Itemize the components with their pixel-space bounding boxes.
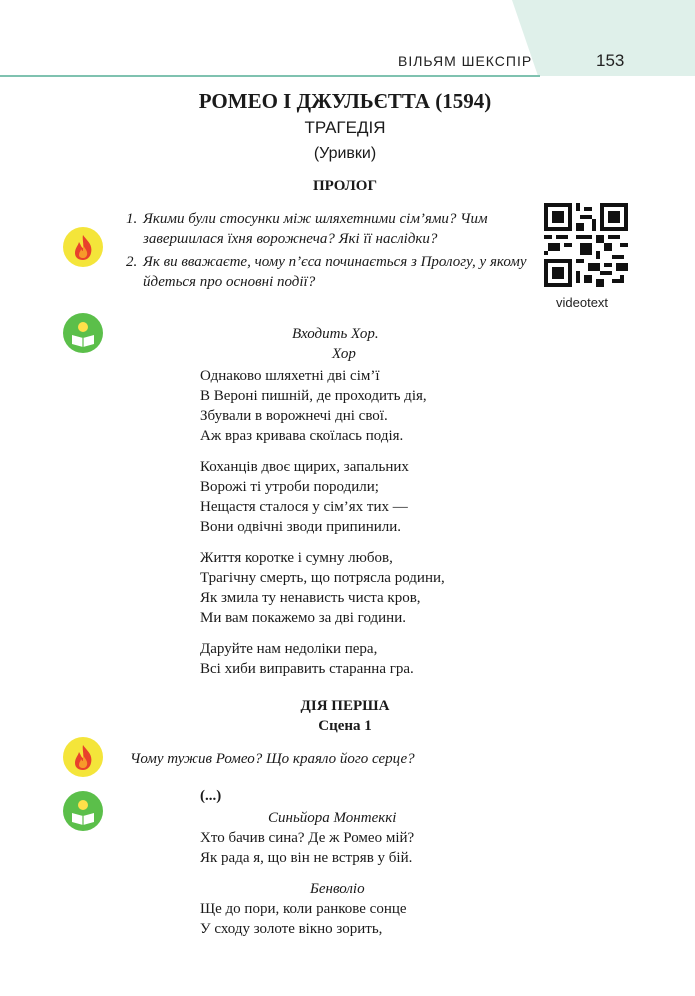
- question-item: 1. Якими були стосунки між шляхетними сім’ями? Чим завершилася їхня ворожнеча? Які її наслідки?: [126, 211, 488, 247]
- speaker-name: Бенволіо: [310, 881, 365, 897]
- scene-heading: Сцена 1: [318, 718, 372, 734]
- reading-icon: [63, 313, 103, 353]
- speaker-name: Хор: [332, 346, 356, 362]
- qr-code[interactable]: [544, 203, 628, 287]
- speaker-name: Синьйора Монтеккі: [268, 810, 397, 826]
- question-item: 2. Як ви вважаєте, чому п’єса починається з Прологу, у якому йдеться про основні події?: [126, 254, 527, 290]
- act-heading: ДІЯ ПЕРША: [300, 698, 390, 714]
- fire-icon: [63, 737, 103, 777]
- scene-verse: (...) Синьйора Монтеккі Хто бачив сина? Де ж Ромео мій? Як рада я, що він не встряв у бій. Бенволіо Ще до пори, коли ранкове сонце У сходу золоте вікно зорить,: [200, 786, 540, 939]
- stage-direction: Входить Хор.: [292, 326, 379, 342]
- qr-caption: videotext: [556, 295, 609, 310]
- header-divider: [0, 75, 540, 77]
- genre-label: ТРАГЕДІЯ: [304, 118, 386, 137]
- stanza: Даруйте нам недоліки пера, Всі хиби виправить старанна гра.: [200, 641, 414, 677]
- stanza: Життя коротке і сумну любов, Трагічну смерть, що потрясла родини, Як змила ту ненависть чиста кров, Ми вам покажемо за дві години.: [200, 550, 445, 626]
- prologue-heading: ПРОЛОГ: [312, 178, 378, 194]
- running-header-author: ВІЛЬЯМ ШЕКСПІР: [398, 53, 533, 69]
- scene-question: Чому тужив Ромео? Що краяло його серце?: [130, 751, 415, 767]
- excerpt-note: (Уривки): [313, 145, 377, 162]
- page-number: 153: [596, 51, 625, 70]
- stanza: Однаково шляхетні дві сім’ї В Вероні пишній, де проходить дія, Збували в ворожнечі дні свої. Аж враз кривава скоїлась подія.: [200, 368, 427, 444]
- stanza: Коханців двоє щирих, запальних Ворожі ті утроби породили; Нещастя сталося у сім’ях тих — Вони одвічні зводи припинили.: [200, 459, 409, 535]
- prologue-verse: [200, 324, 540, 690]
- fire-icon: [63, 227, 103, 267]
- reading-icon: [63, 791, 103, 831]
- page-title: РОМЕО І ДЖУЛЬЄТТА (1594): [198, 89, 492, 113]
- pre-reading-questions: [118, 209, 538, 295]
- ellipsis-marker: (...): [200, 788, 222, 804]
